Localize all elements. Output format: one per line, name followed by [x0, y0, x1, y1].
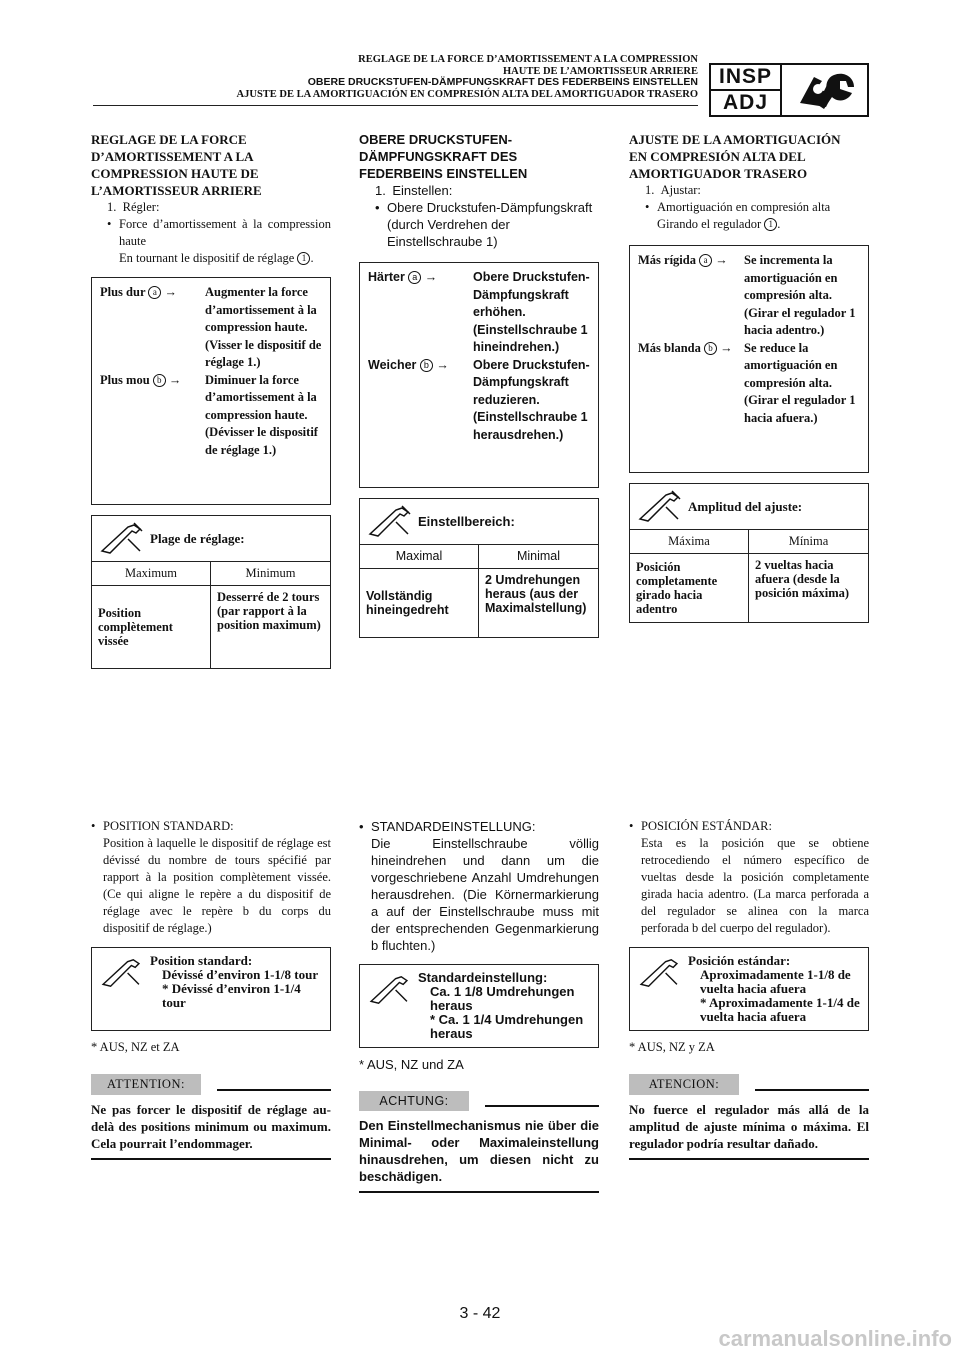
es-std-box: Posición estándar: Aproximadamente 1-1/8 de vuelta hacia afuera * Aproximadamente 1-1/4 de vuelta hacia afuera: [629, 947, 869, 1031]
page-header: [237, 54, 698, 100]
de-range-min-header: Minimal: [479, 545, 598, 569]
es-harder-row: Más rígida a → Se incrementa la amortiguación en compresión alta. (Girar el regulador 1 hacia adentro.): [638, 253, 856, 337]
fr-range-min-value: Desserré de 2 tours (par rapport à la position maximum): [217, 590, 321, 632]
de-range-title: Einstellbereich:: [418, 514, 515, 529]
de-warn-label: ACHTUNG:: [359, 1091, 469, 1111]
fr-note: * AUS, NZ et ZA: [91, 1040, 180, 1054]
column-spanish: [629, 131, 869, 1151]
page-number: 3 - 42: [459, 1305, 501, 1322]
es-range-min-value: 2 vueltas hacia afuera (desde la posición máxima): [755, 558, 850, 600]
fr-step: 1. Régler:: [107, 200, 160, 214]
fr-range-table: [91, 515, 331, 669]
es-warn-text: No fuerce el regulador más allá de la amplitud de ajuste mínima o máxima. El regulador podría resultar dañado.: [629, 1101, 869, 1160]
de-note: * AUS, NZ und ZA: [359, 1057, 464, 1072]
badge-top: INSP: [711, 65, 780, 91]
header-line-4: AJUSTE DE LA AMORTIGUACIÓN EN COMPRESIÓN ALTA DEL AMORTIGUADOR TRASERO: [236, 88, 698, 100]
header-rule: [93, 105, 698, 106]
fr-harder-row: Plus dur a → Augmenter la force d’amortissement à la compression haute. (Visser le dispositif de réglage 1.): [100, 285, 322, 369]
de-adjust-box: [359, 262, 599, 488]
de-std-text: Die Einstellschraube völlig hineindrehen und dann um die vorgeschriebene Anzahl Umdrehungen herausdrehen. (Die Körnermarkierung a auf der Einstellschraube muss mit der entsprechenden Gegenmarkierung b fluchten.): [371, 836, 599, 953]
fr-range-max-value: Position complètement vissée: [98, 606, 173, 648]
es-range-max-header: Máxima: [630, 530, 748, 554]
es-range-min-header: Mínima: [749, 530, 868, 554]
fr-std-text: Position à laquelle le dispositif de réglage est dévissé du nombre de tours spécifié par rapport à la position complètement vissée. (Ce qui aligne le repère a du dispositif de réglage avec le repère b du corps du dispositif de réglage.): [103, 836, 331, 935]
es-warn-label: ATENCION:: [629, 1074, 739, 1095]
fr-warn-label: ATTENTION:: [91, 1074, 201, 1095]
badge-bottom: ADJ: [722, 91, 768, 114]
es-title: AJUSTE DE LA AMORTIGUACIÓN EN COMPRESIÓN ALTA DEL AMORTIGUADOR TRASERO: [629, 132, 841, 181]
de-range-min-value: 2 Umdrehungen heraus (aus der Maximalstellung): [485, 573, 587, 615]
de-warn-text: Den Einstellmechanismus nie über die Minimal- oder Maximaleinstellung hinausdrehen, um diesen nicht zu beschädigen.: [359, 1117, 599, 1193]
watermark: carmanualsonline.info: [718, 1326, 952, 1351]
fr-range-title: Plage de réglage:: [150, 530, 245, 546]
wrench-spec-icon: [630, 485, 688, 529]
de-bullet: • Obere Druckstufen-Dämpfungskraft: [375, 200, 593, 215]
es-std-text: Esta es la posición que se obtiene retrocediendo el número específico de vueltas desde la posición completamente girada hacia adentro. (La marca perforada a del regulador se alinea con la marca perforada b del cuerpo del regulador).: [641, 836, 869, 935]
de-std-title: • STANDARDEINSTELLUNG:: [359, 819, 536, 834]
header-line-2: HAUTE DE L’AMORTISSEUR ARRIERE: [503, 65, 698, 77]
de-range-max-value: Vollständig hineingedreht: [366, 589, 449, 617]
de-step: 1. Einstellen:: [375, 183, 453, 198]
de-title: OBERE DRUCKSTUFEN-DÄMPFUNGSKRAFT DES FEDERBEINS EINSTELLEN: [359, 132, 528, 181]
es-range-max-value: Posición completamente girado hacia adentro: [636, 560, 718, 616]
de-softer-row: Weicher b → Obere Druckstufen-Dämpfungskraft reduzieren. (Einstellschraube 1 herausdrehen.): [368, 357, 590, 442]
de-bullet-sub: (durch Verdrehen der Einstellschraube 1): [387, 217, 510, 249]
wrench-spec-icon: [92, 517, 150, 561]
fr-softer-row: Plus mou b → Diminuer la force d’amortissement à la compression haute. (Dévisser le dispositif de réglage 1.): [100, 372, 318, 457]
fr-adjust-box: [91, 277, 331, 505]
header-line-1: REGLAGE DE LA FORCE D’AMORTISSEMENT A LA COMPRESSION: [358, 54, 698, 65]
fr-bullet: • Force d’amortissement à la compression haute: [107, 217, 331, 248]
es-step: 1. Ajustar:: [645, 183, 701, 197]
es-bullet-sub: Girando el regulador 1 .: [657, 217, 781, 231]
de-std-box: Standardeinstellung: Ca. 1 1/8 Umdrehungen heraus * Ca. 1 1/4 Umdrehungen heraus: [359, 964, 599, 1048]
es-range-title: Amplitud del ajuste:: [688, 498, 803, 514]
de-range-table: [359, 498, 599, 638]
fr-warn-text: Ne pas forcer le dispositif de réglage au-delà des positions minimum ou maximum. Cela pourrait l’endommager.: [91, 1101, 331, 1160]
fr-title: REGLAGE DE LA FORCE D’AMORTISSEMENT A LA COMPRESSION HAUTE DE L’AMORTISSEUR ARRIERE: [91, 132, 262, 198]
column-french: [91, 131, 331, 1151]
fr-std-title: • POSITION STANDARD:: [91, 819, 234, 833]
es-note: * AUS, NZ y ZA: [629, 1040, 715, 1054]
es-range-table: [629, 483, 869, 623]
fr-std-box: Position standard: Dévissé d’environ 1-1/8 tour * Dévissé d’environ 1-1/4 tour: [91, 947, 331, 1031]
es-std-title: • POSICIÓN ESTÁNDAR:: [629, 819, 772, 833]
column-german: [359, 131, 599, 1184]
de-range-max-header: Maximal: [360, 545, 478, 569]
de-harder-row: Härter a → Obere Druckstufen-Dämpfungskraft erhöhen. (Einstellschraube 1 hineindrehen.): [368, 270, 590, 354]
header-line-3: OBERE DRUCKSTUFEN-DÄMPFUNGSKRAFT DES FEDERBEINS EINSTELLEN: [307, 76, 698, 88]
fr-range-min-header: Minimum: [211, 562, 330, 586]
insp-adj-badge: [709, 63, 869, 117]
wrench-tool-icon: [782, 65, 867, 115]
fr-range-max-header: Maximum: [92, 562, 210, 586]
es-adjust-box: [629, 245, 869, 473]
wrench-spec-icon: [360, 500, 418, 544]
es-bullet: • Amortiguación en compresión alta: [645, 200, 831, 214]
es-softer-row: Más blanda b → Se reduce la amortiguación en compresión alta. (Girar el regulador 1 hacia afuera.): [638, 340, 856, 425]
fr-bullet-sub: En tournant le dispositif de réglage 1 .: [119, 251, 314, 265]
